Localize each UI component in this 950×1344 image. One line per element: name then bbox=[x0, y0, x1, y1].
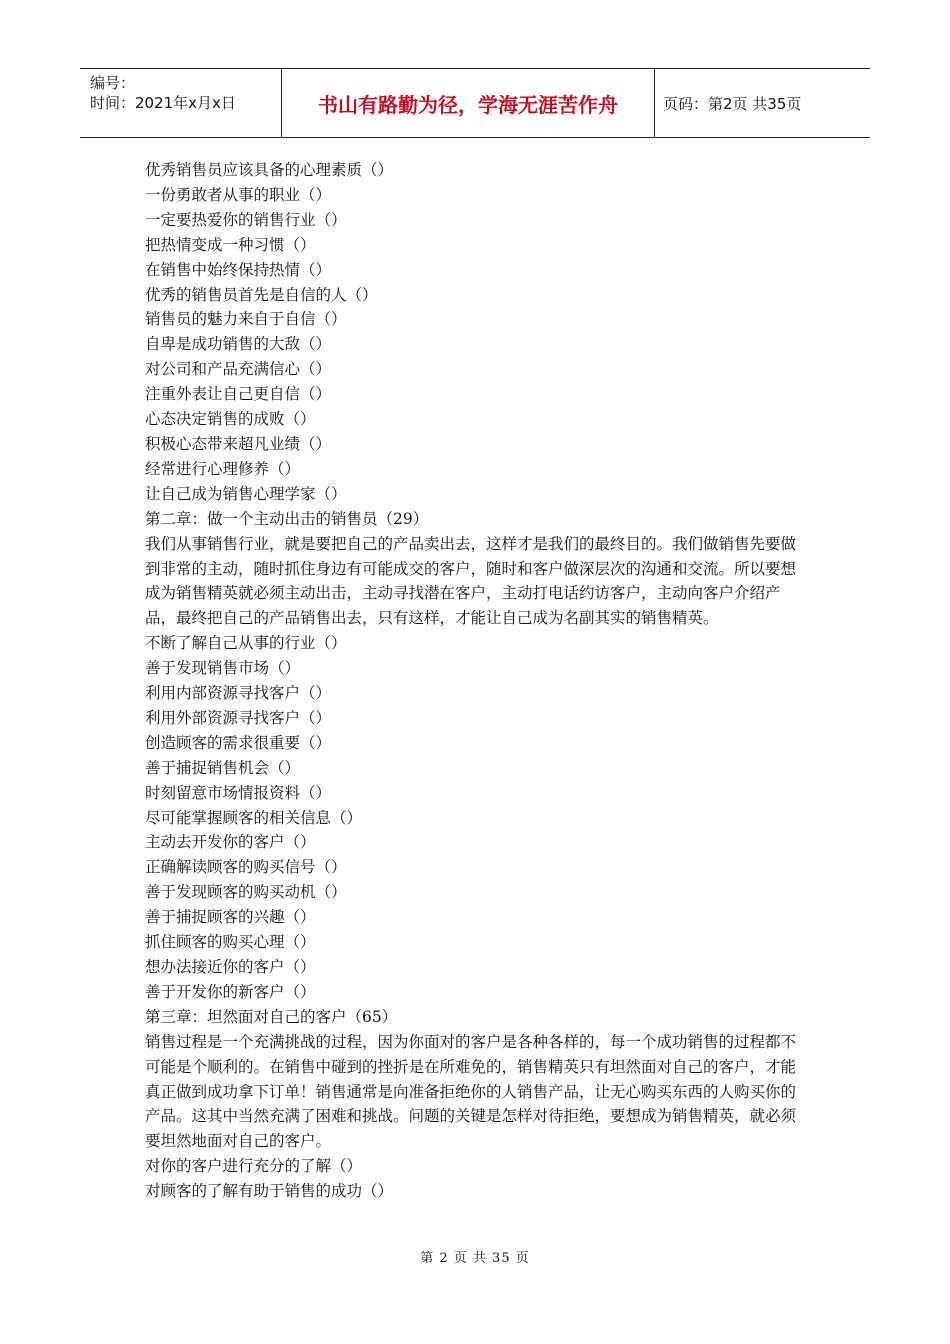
text-line: 一份勇敢者从事的职业（） bbox=[145, 185, 332, 204]
text-line: 主动去开发你的客户（） bbox=[145, 833, 316, 852]
text-line: 利用内部资源寻找客户（） bbox=[145, 684, 332, 703]
text-line: 优秀的销售员首先是自信的人（） bbox=[145, 285, 378, 304]
paragraph: 销售过程是一个充满挑战的过程，因为你面对的客户是各种各样的，每一个成功销售的过程都不可能是个顺利的。在销售中碰到的挫折是在所难免的，销售精英只有坦然面对自己的客户，才能真正做到成功拿下订单！销售通常是向准备拒绝你的人销售产品，让无心购买东西的人购买你的产品。这其中当然充满了困难和挑战。问题的关键是怎样对待拒绝，要想成为销售精英，就必须要坦然地面对自己的客户。 bbox=[145, 1032, 797, 1151]
text-line: 对你的客户进行充分的了解（） bbox=[145, 1157, 363, 1176]
text-line: 正确解读顾客的购买信号（） bbox=[145, 858, 347, 877]
text-line: 利用外部资源寻找客户（） bbox=[145, 708, 332, 727]
code-label: 编号： bbox=[90, 74, 136, 92]
text-line: 善于发现销售市场（） bbox=[145, 659, 301, 678]
text-line: 在销售中始终保持热情（） bbox=[145, 260, 332, 279]
text-line: 创造顾客的需求很重要（） bbox=[145, 733, 332, 752]
text-line: 不断了解自己从事的行业（） bbox=[145, 634, 347, 653]
date-label: 时间：2021年x月x日 bbox=[90, 94, 236, 112]
document-body bbox=[145, 158, 810, 1204]
text-line: 销售员的魅力来自于自信（） bbox=[145, 310, 347, 329]
text-line: 尽可能掌握顾客的相关信息（） bbox=[145, 808, 363, 827]
text-line: 善于捕捉销售机会（） bbox=[145, 758, 301, 777]
chapter-heading: 第三章：坦然面对自己的客户（65） bbox=[145, 1007, 398, 1026]
text-line: 心态决定销售的成败（） bbox=[145, 410, 316, 429]
text-line: 自卑是成功销售的大敌（） bbox=[145, 335, 332, 354]
text-line: 想办法接近你的客户（） bbox=[145, 958, 316, 976]
header-motto-cell bbox=[282, 69, 655, 137]
text-line: 把热情变成一种习惯（） bbox=[145, 235, 316, 254]
text-line: 时刻留意市场情报资料（） bbox=[145, 783, 332, 802]
text-line: 一定要热爱你的销售行业（） bbox=[145, 210, 347, 229]
text-line: 对公司和产品充满信心（） bbox=[145, 360, 332, 379]
text-line: 抓住顾客的购买心理（） bbox=[145, 933, 316, 952]
text-line: 善于捕捉顾客的兴趣（） bbox=[145, 908, 316, 927]
paragraph: 我们从事销售行业，就是要把自己的产品卖出去，这样才是我们的最终目的。我们做销售先要做到非常的主动，随时抓住身边有可能成交的客户，随时和客户做深层次的沟通和交流。所以要想成为销售精英就必须主动出击，主动寻找潜在客户，主动打电话约访客户，主动向客户介绍产品，最终把自己的产品销售出去，只有这样，才能让自己成为名副其实的销售精英。 bbox=[145, 534, 797, 628]
page-number-label: 页码：第2页 共35页 bbox=[663, 94, 802, 113]
header-page-cell bbox=[655, 69, 870, 137]
text-line: 注重外表让自己更自信（） bbox=[145, 385, 332, 404]
text-line: 善于开发你的新客户（） bbox=[145, 982, 316, 1001]
text-line: 优秀销售员应该具备的心理素质（） bbox=[145, 161, 394, 179]
motto-text: 书山有路勤为径，学海无涯苦作舟 bbox=[318, 92, 618, 117]
text-line: 对顾客的了解有助于销售的成功（） bbox=[145, 1182, 394, 1201]
page-footer: 第 2 页 共 35 页 bbox=[420, 1251, 530, 1266]
text-line: 让自己成为销售心理学家（） bbox=[145, 484, 347, 503]
header-info-cell bbox=[80, 69, 282, 137]
text-line: 积极心态带来超凡业绩（） bbox=[145, 434, 332, 453]
text-line: 善于发现顾客的购买动机（） bbox=[145, 883, 347, 902]
page-header bbox=[80, 68, 870, 138]
chapter-heading: 第二章：做一个主动出击的销售员（29） bbox=[145, 509, 429, 528]
text-line: 经常进行心理修养（） bbox=[145, 459, 301, 478]
